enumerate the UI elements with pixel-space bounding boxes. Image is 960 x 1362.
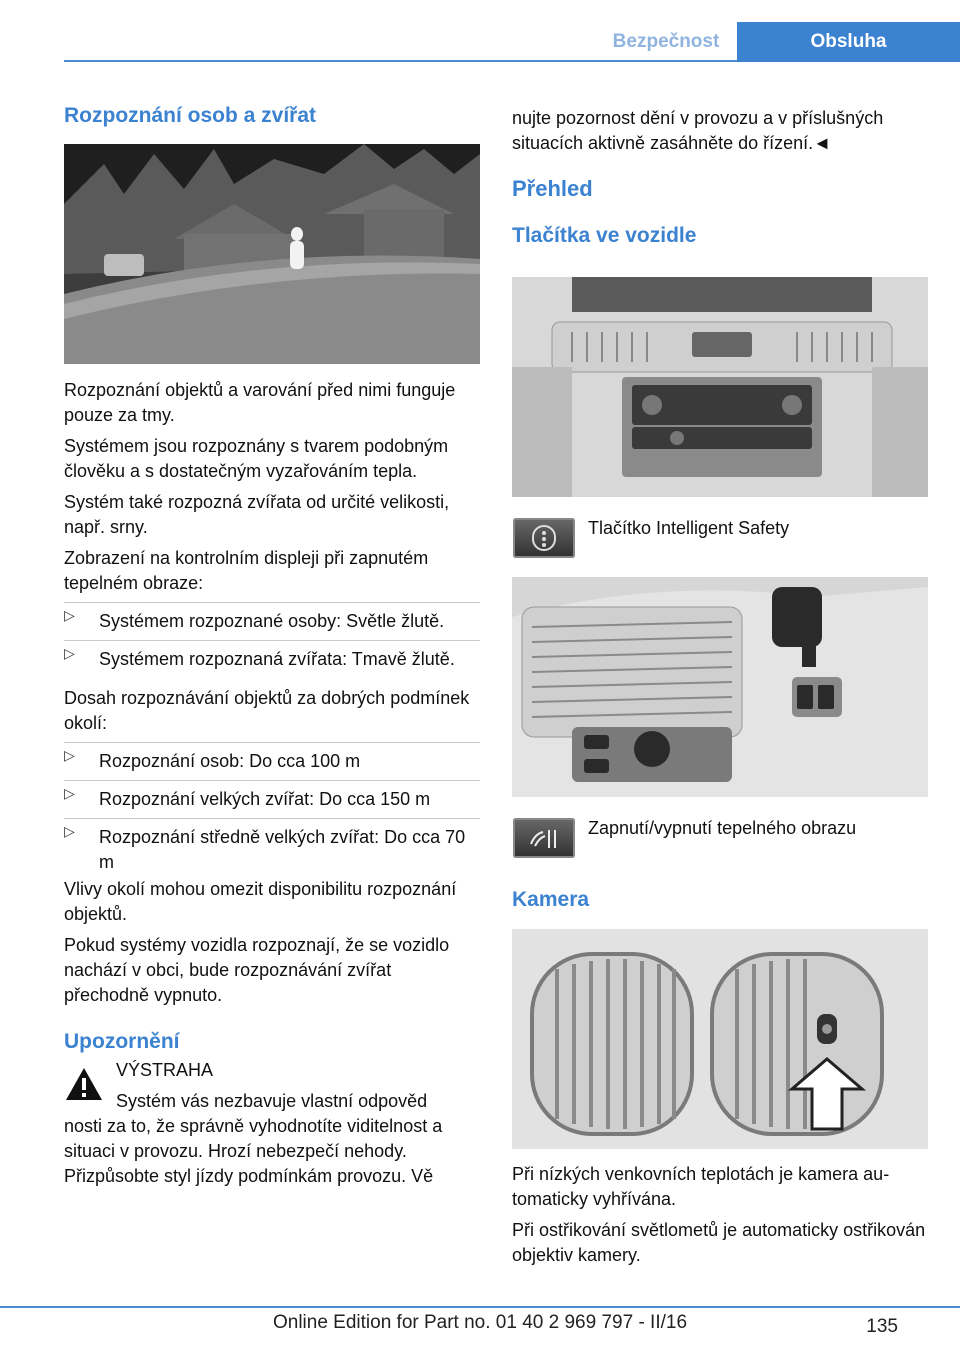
- right-body-camera: [512, 1162, 928, 1268]
- range-list: [64, 742, 480, 875]
- left-column: [64, 104, 480, 128]
- list-item: ▷ Systémem rozpoznané osoby: Světle žlutě.: [64, 602, 480, 634]
- section-heading-recognition: Rozpoznání osob a zvířat: [64, 104, 317, 127]
- tab-obsluha[interactable]: Obsluha: [737, 22, 960, 62]
- triangle-bullet-icon: ▷: [64, 645, 75, 661]
- paragraph: Dosah rozpoznávání objektů za dobrých podmínek okolí:: [64, 688, 470, 733]
- paragraph: Při nízkých venkovních teplotách je kamera automaticky vyhřívána.: [512, 1164, 890, 1209]
- center-console-image: [512, 277, 928, 497]
- list-item: ▷ Rozpoznání osob: Do cca 100 m: [64, 742, 480, 774]
- triangle-bullet-icon: ▷: [64, 747, 75, 763]
- triangle-bullet-icon: ▷: [64, 607, 75, 623]
- button-caption-intelligent-safety: Tlačítko Intelligent Safety: [588, 518, 790, 538]
- warning-text-cont: nosti za to, že správně vyhodnotíte viditelnost a situaci v provozu. Hrozí nebezpečí nehody. Přizpůsobte styl jízdy podmínkám provozu. Vě: [64, 1116, 443, 1186]
- warning-text: Systém vás nezbavuje vlastní odpověd: [116, 1091, 428, 1111]
- camera-grille-image: [512, 929, 928, 1149]
- intelligent-safety-button-icon[interactable]: [513, 518, 575, 558]
- triangle-bullet-icon: ▷: [64, 823, 75, 839]
- paragraph: Zobrazení na kontrolním displeji při zapnutém tepelném obraze:: [64, 548, 429, 593]
- left-body: [64, 378, 480, 1189]
- night-vision-image: [64, 144, 480, 364]
- footer-edition: Online Edition for Part no. 01 40 2 969 797 - II/16: [272, 1312, 688, 1333]
- triangle-bullet-icon: ▷: [64, 785, 75, 801]
- section-heading-overview: Přehled: [512, 176, 593, 201]
- section-heading-warning: Upozornění: [64, 1030, 180, 1053]
- list-item: ▷ Rozpoznání velkých zvířat: Do cca 150 m: [64, 780, 480, 812]
- display-list: [64, 602, 480, 672]
- night-vision-button-icon[interactable]: [513, 818, 575, 858]
- page-number: 135: [866, 1316, 898, 1337]
- warning-title: VÝSTRAHA: [116, 1060, 214, 1080]
- warning-box: [64, 1058, 480, 1114]
- right-body-top: [512, 106, 928, 248]
- button-caption-thermal: Zapnutí/vypnutí tepelného obrazu: [588, 818, 857, 838]
- paragraph: Pokud systémy vozidla rozpoznají, že se vozidlo nachází v obci, bude rozpoznávání zvířat přechodně vypnuto.: [64, 935, 450, 1005]
- list-item: ▷ Rozpoznání středně velkých zvířat: Do cca 70 m: [64, 818, 480, 875]
- tab-bezpecnost[interactable]: Bezpečnost: [612, 31, 720, 52]
- paragraph: Vlivy okolí mohou omezit disponibilitu rozpoznání objektů.: [64, 879, 457, 924]
- section-heading-buttons: Tlačítka ve vozidle: [512, 224, 697, 247]
- list-item: ▷ Systémem rozpoznaná zvířata: Tmavě žlutě.: [64, 640, 480, 672]
- footer-rule: [0, 1306, 960, 1308]
- paragraph: nujte pozornost dění v provozu a v příslušných situacích aktivně zasáhněte do řízení.◄: [512, 108, 884, 153]
- warning-triangle-icon: [64, 1066, 104, 1102]
- paragraph: Systém také rozpozná zvířata od určité velikosti, např. srny.: [64, 492, 450, 537]
- paragraph: Systémem jsou rozpoznány s tvarem podobným člověku a s dostatečným vyzařováním tepla.: [64, 436, 449, 481]
- section-heading-camera: Kamera: [512, 888, 590, 911]
- paragraph: Rozpoznání objektů a varování před nimi funguje pouze za tmy.: [64, 380, 456, 425]
- light-switch-image: [512, 577, 928, 797]
- paragraph: Při ostřikování světlometů je automaticky ostřikován objektiv kamery.: [512, 1220, 926, 1265]
